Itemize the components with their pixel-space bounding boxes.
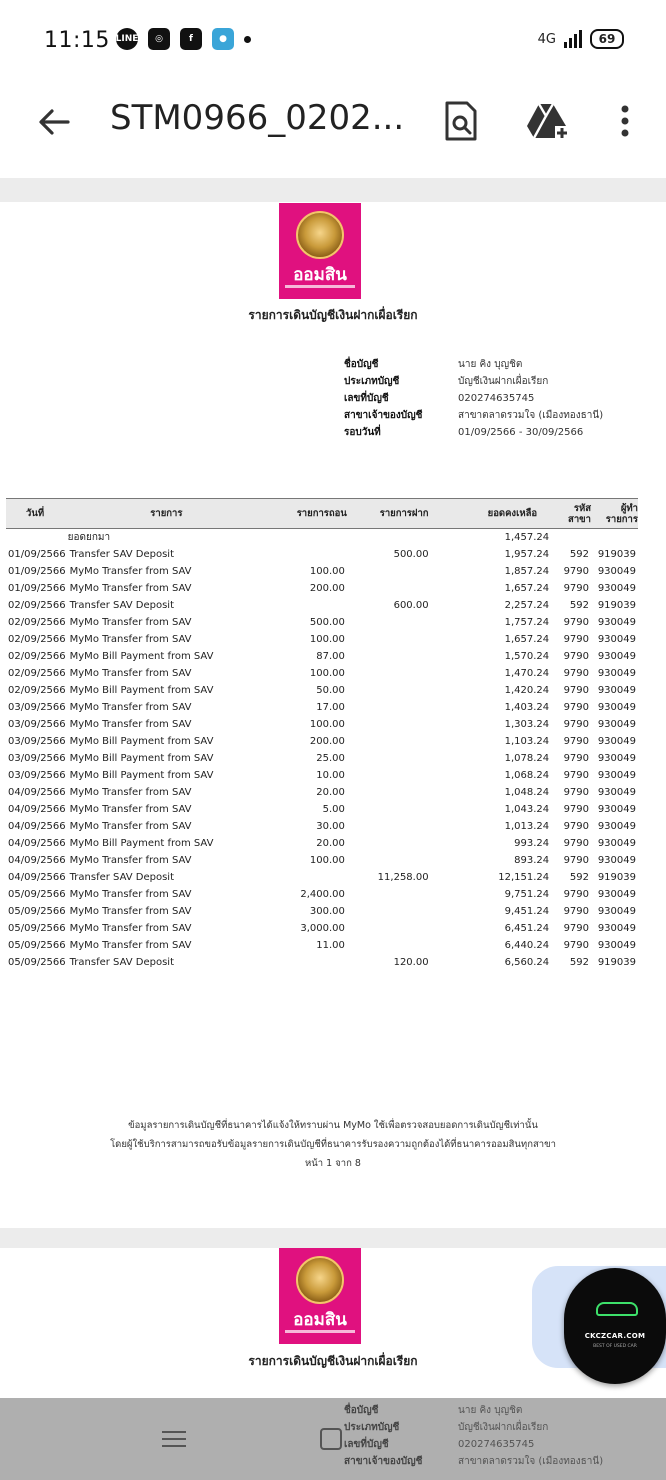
logo-subline [285,1330,355,1333]
cell-wd: 100.00 [309,565,345,577]
table-row [6,631,638,648]
back-button[interactable] [30,98,78,146]
cell-tel: 930049 [597,854,636,866]
cell-desc: Transfer SAV Deposit [69,548,175,560]
cell-desc: MyMo Transfer from SAV [69,616,192,628]
cell-bal: 12,151.24 [498,871,550,883]
cell-wd: 20.00 [316,786,345,798]
cell-tel: 930049 [597,803,636,815]
cell-dep [347,631,449,648]
cell-bal: 1,403.24 [504,701,550,713]
battery-icon [590,29,624,49]
cell-bal: 1,757.24 [504,616,550,628]
cell-desc: MyMo Bill Payment from SAV [69,752,214,764]
cell-desc: MyMo Transfer from SAV [69,633,192,645]
opening-balance: 1,457.24 [504,531,550,543]
cell-desc: MyMo Transfer from SAV [69,667,192,679]
instagram-icon: ◎ [148,28,170,50]
cell-dep [347,580,449,597]
table-row [6,920,638,937]
cell-br: 9790 [563,752,590,764]
cell-tel: 919039 [597,599,636,611]
cell-wd: 100.00 [309,854,345,866]
line-icon: LINE [116,28,138,50]
cell-tel: 930049 [597,888,636,900]
cell-dep [347,818,449,835]
cell-date: 04/09/2566 [8,854,66,866]
cell-wd: 30.00 [316,820,345,832]
cell-date: 02/09/2566 [8,616,66,628]
cell-tel: 930049 [597,820,636,832]
cell-br: 9790 [563,854,590,866]
logo-brand-text: ออมสิน [293,1310,347,1330]
cell-date: 02/09/2566 [8,650,66,662]
table-row [6,852,638,869]
cell-desc: MyMo Transfer from SAV [69,854,192,866]
cell-dep [347,937,449,954]
cell-br: 9790 [563,616,590,628]
facebook-icon: f [180,28,202,50]
cell-desc: Transfer SAV Deposit [69,599,175,611]
status-time: 11:15 [44,28,110,53]
seal-emblem-icon [296,1256,344,1304]
info-label: สาขาเจ้าของบัญชี [344,410,423,421]
cell-tel: 930049 [597,582,636,594]
cell-bal: 9,451.24 [504,905,550,917]
cell-dep [347,886,449,903]
cell-tel: 919039 [597,548,636,560]
table-row [6,903,638,920]
floating-brand-button[interactable] [564,1268,666,1384]
cell-br: 592 [569,956,590,968]
cell-desc: Transfer SAV Deposit [69,871,175,883]
cell-dep: 500.00 [393,548,429,560]
cell-date: 02/09/2566 [8,633,66,645]
cell-desc: Transfer SAV Deposit [69,956,175,968]
cell-date: 02/09/2566 [8,599,66,611]
cell-wd: 100.00 [309,667,345,679]
cell-date: 04/09/2566 [8,871,66,883]
cell-bal: 1,013.24 [504,820,550,832]
cell-date: 05/09/2566 [8,888,66,900]
cell-br: 592 [569,871,590,883]
table-row [6,801,638,818]
footer-line-1: ข้อมูลรายการเดินบัญชีที่ธนาคารได้แจ้งให้ทราบผ่าน MyMo ใช้เพื่อตรวจสอบยอดการเดินบัญชีเท่านั้น [128,1120,538,1131]
col-branch: รหัส สาขา [551,499,591,529]
cell-tel: 930049 [597,718,636,730]
cell-dep [347,920,449,937]
info-row-period [344,424,603,441]
cell-date: 05/09/2566 [8,905,66,917]
table-row [6,682,638,699]
cell-br: 9790 [563,684,590,696]
cell-desc: MyMo Transfer from SAV [69,939,192,951]
cell-bal: 1,857.24 [504,565,550,577]
col-teller: ผู้ทำ รายการ [591,499,638,529]
cell-wd: 17.00 [316,701,345,713]
table-row [6,648,638,665]
info-value: นาย คิง บุญชิต [458,359,523,370]
cell-desc: MyMo Transfer from SAV [69,582,192,594]
cell-br: 9790 [563,735,590,747]
logo-brand-text: ออมสิน [293,265,347,285]
cell-dep [347,784,449,801]
cell-tel: 930049 [597,701,636,713]
cell-dep: 120.00 [393,956,429,968]
cell-wd: 3,000.00 [300,922,345,934]
cell-br: 9790 [563,820,590,832]
table-row [6,818,638,835]
cell-dep [347,750,449,767]
table-row [6,835,638,852]
table-row [6,580,638,597]
info-row-account-type [344,373,603,390]
cell-tel: 930049 [597,752,636,764]
cell-wd: 87.00 [316,650,345,662]
cell-wd: 2,400.00 [300,888,345,900]
cell-desc: MyMo Transfer from SAV [69,565,192,577]
cell-bal: 1,420.24 [504,684,550,696]
cell-tel: 930049 [597,769,636,781]
cell-bal: 1,048.24 [504,786,550,798]
search-document-icon [436,96,486,146]
seal-emblem-icon [296,211,344,259]
cell-wd: 5.00 [322,803,345,815]
info-value: 01/09/2566 - 30/09/2566 [458,427,584,438]
bottom-toolbar [0,1398,666,1480]
cell-dep [347,648,449,665]
page-indicator: หน้า 1 จาก 8 [305,1158,361,1169]
pdf-page-1 [0,202,666,1228]
cell-tel: 930049 [597,667,636,679]
cell-wd: 11.00 [316,939,345,951]
cell-wd: 25.00 [316,752,345,764]
table-row [6,767,638,784]
cell-br: 592 [569,548,590,560]
cell-wd: 500.00 [309,616,345,628]
cell-tel: 930049 [597,616,636,628]
menu-icon[interactable] [162,1426,186,1450]
table-row [6,563,638,580]
cell-dep [347,682,449,699]
cell-bal: 1,570.24 [504,650,550,662]
cell-date: 05/09/2566 [8,939,66,951]
logo-subline [285,285,355,288]
cell-date: 02/09/2566 [8,684,66,696]
info-label: ชื่อบัญชี [344,359,379,370]
cell-bal: 6,560.24 [504,956,550,968]
cell-br: 9790 [563,803,590,815]
table-cell [6,529,68,546]
cell-desc: MyMo Transfer from SAV [69,786,192,798]
cell-desc: MyMo Bill Payment from SAV [69,735,214,747]
cell-bal: 1,103.24 [504,735,550,747]
cell-date: 03/09/2566 [8,718,66,730]
transactions-table [6,498,638,971]
cell-dep [347,665,449,682]
cell-tel: 919039 [597,956,636,968]
cell-bal: 1,068.24 [504,769,550,781]
info-row-account-name [344,356,603,373]
table-cell [551,529,591,546]
cell-bal: 993.24 [514,837,550,849]
opening-label: ยอดยกมา [67,531,111,543]
gsb-logo [279,1248,361,1344]
table-row [6,614,638,631]
cell-date: 02/09/2566 [8,667,66,679]
cell-desc: MyMo Bill Payment from SAV [69,650,214,662]
more-notifications-dot-icon [244,36,251,43]
cell-bal: 1,657.24 [504,582,550,594]
cell-tel: 930049 [597,837,636,849]
cell-dep [347,801,449,818]
cell-tel: 930049 [597,565,636,577]
cell-wd: 10.00 [316,769,345,781]
cell-desc: MyMo Transfer from SAV [69,701,192,713]
cell-br: 9790 [563,667,590,679]
cell-desc: MyMo Bill Payment from SAV [69,684,214,696]
network-type: 4G [537,31,556,47]
cell-br: 9790 [563,701,590,713]
page-view-icon[interactable] [320,1428,342,1450]
cell-date: 01/09/2566 [8,548,66,560]
table-row [6,886,638,903]
fab-tagline: BEST OF USED CAR [593,1344,637,1349]
table-cell [265,529,347,546]
cell-tel: 930049 [597,939,636,951]
table-row [6,665,638,682]
table-row [6,546,638,563]
cell-date: 03/09/2566 [8,769,66,781]
cell-dep [347,716,449,733]
cell-wd [265,869,347,886]
cell-desc: MyMo Transfer from SAV [69,888,192,900]
cell-desc: MyMo Transfer from SAV [69,803,192,815]
table-cell [591,529,638,546]
cell-date: 04/09/2566 [8,786,66,798]
cell-desc: MyMo Bill Payment from SAV [69,769,214,781]
cell-date: 03/09/2566 [8,701,66,713]
cell-bal: 893.24 [514,854,550,866]
battery-level: 69 [598,32,616,46]
cell-wd: 300.00 [309,905,345,917]
cell-bal: 6,451.24 [504,922,550,934]
info-row-branch [344,407,603,424]
cell-dep [347,733,449,750]
status-bar [0,0,666,80]
cell-date: 01/09/2566 [8,565,66,577]
signal-icon [564,30,582,48]
cell-wd: 20.00 [316,837,345,849]
cell-dep [347,835,449,852]
car-icon [596,1302,638,1316]
cell-tel: 919039 [597,871,636,883]
cell-tel: 930049 [597,786,636,798]
cell-dep [347,903,449,920]
cell-desc: MyMo Transfer from SAV [69,905,192,917]
cell-desc: MyMo Transfer from SAV [69,718,192,730]
drive-add-icon [522,96,572,146]
statement-footer [0,1116,666,1173]
statement-heading: รายการเดินบัญชีเงินฝากเผื่อเรียก [248,308,418,322]
cell-br: 9790 [563,718,590,730]
cell-bal: 2,257.24 [504,599,550,611]
table-row [6,937,638,954]
cell-wd: 200.00 [309,735,345,747]
col-withdrawal: รายการถอน [265,499,347,529]
cell-wd: 200.00 [309,582,345,594]
cell-date: 04/09/2566 [8,837,66,849]
opening-balance-row [6,529,638,546]
cell-br: 9790 [563,565,590,577]
table-row [6,716,638,733]
cell-dep [347,852,449,869]
cell-bal: 6,440.24 [504,939,550,951]
col-balance: ยอดคงเหลือ [449,499,552,529]
info-value: บัญชีเงินฝากเผื่อเรียก [458,376,549,387]
cell-date: 05/09/2566 [8,956,66,968]
table-row [6,733,638,750]
cell-bal: 1,043.24 [504,803,550,815]
info-label: รอบวันที่ [344,427,381,438]
col-description: รายการ [68,499,266,529]
table-row [6,699,638,716]
cell-br: 592 [569,599,590,611]
cell-tel: 930049 [597,684,636,696]
document-title: STM0966_0202... [110,98,405,138]
cell-desc: MyMo Bill Payment from SAV [69,837,214,849]
cell-br: 9790 [563,786,590,798]
cell-br: 9790 [563,633,590,645]
account-info [344,356,603,441]
cell-wd: 50.00 [316,684,345,696]
cell-dep: 11,258.00 [377,871,429,883]
table-cell [347,529,449,546]
cell-dep [347,614,449,631]
cell-desc: MyMo Transfer from SAV [69,820,192,832]
cell-br: 9790 [563,922,590,934]
notification-icons [116,28,251,50]
app-bar [0,80,666,178]
messenger-icon: ● [212,28,234,50]
cell-tel: 930049 [597,735,636,747]
search-in-document-button[interactable] [436,96,486,146]
info-label: เลขที่บัญชี [344,393,389,404]
cell-bal: 9,751.24 [504,888,550,900]
cell-br: 9790 [563,769,590,781]
cell-date: 01/09/2566 [8,582,66,594]
cell-br: 9790 [563,650,590,662]
cell-date: 03/09/2566 [8,752,66,764]
cell-tel: 930049 [597,922,636,934]
more-options-button[interactable] [600,96,650,146]
cell-br: 9790 [563,837,590,849]
cell-tel: 930049 [597,650,636,662]
cell-wd [265,954,347,971]
cell-br: 9790 [563,888,590,900]
cell-dep: 600.00 [393,599,429,611]
cell-wd: 100.00 [309,718,345,730]
cell-br: 9790 [563,939,590,951]
cell-date: 04/09/2566 [8,820,66,832]
cell-date: 04/09/2566 [8,803,66,815]
cell-bal: 1,078.24 [504,752,550,764]
back-arrow-icon [30,98,78,146]
footer-line-2: โดยผู้ใช้บริการสามารถขอรับข้อมูลรายการเดินบัญชีที่ธนาคารรับรองความถูกต้องได้ที่ธนาคารออมสินทุกสาขา [110,1139,556,1150]
statement-heading: รายการเดินบัญชีเงินฝากเผื่อเรียก [248,1354,418,1368]
col-date: วันที่ [6,499,68,529]
cell-wd [265,597,347,614]
cell-dep [347,699,449,716]
cell-dep [347,767,449,784]
cell-date: 05/09/2566 [8,922,66,934]
cell-br: 9790 [563,582,590,594]
cell-bal: 1,657.24 [504,633,550,645]
gsb-logo [279,203,361,299]
table-row [6,750,638,767]
cell-bal: 1,303.24 [504,718,550,730]
cell-tel: 930049 [597,633,636,645]
table-row [6,784,638,801]
add-to-drive-button[interactable] [522,96,572,146]
cell-desc: MyMo Transfer from SAV [69,922,192,934]
cell-dep [347,563,449,580]
system-indicators [538,29,624,49]
fab-brand: CKCZCAR.COM [584,1332,646,1340]
cell-bal: 1,957.24 [504,548,550,560]
cell-date: 03/09/2566 [8,735,66,747]
col-deposit: รายการฝาก [347,499,449,529]
table-row [6,954,638,971]
table-row [6,597,638,614]
cell-bal: 1,470.24 [504,667,550,679]
table-row [6,869,638,886]
info-value: 020274635745 [458,393,535,404]
more-vert-icon [600,96,650,146]
info-value: สาขาตลาดรวมใจ (เมืองทองธานี) [458,410,604,421]
info-row-account-number [344,390,603,407]
cell-tel: 930049 [597,905,636,917]
info-label: ประเภทบัญชี [344,376,400,387]
cell-wd [265,546,347,563]
cell-br: 9790 [563,905,590,917]
cell-wd: 100.00 [309,633,345,645]
table-header-row [6,499,638,529]
